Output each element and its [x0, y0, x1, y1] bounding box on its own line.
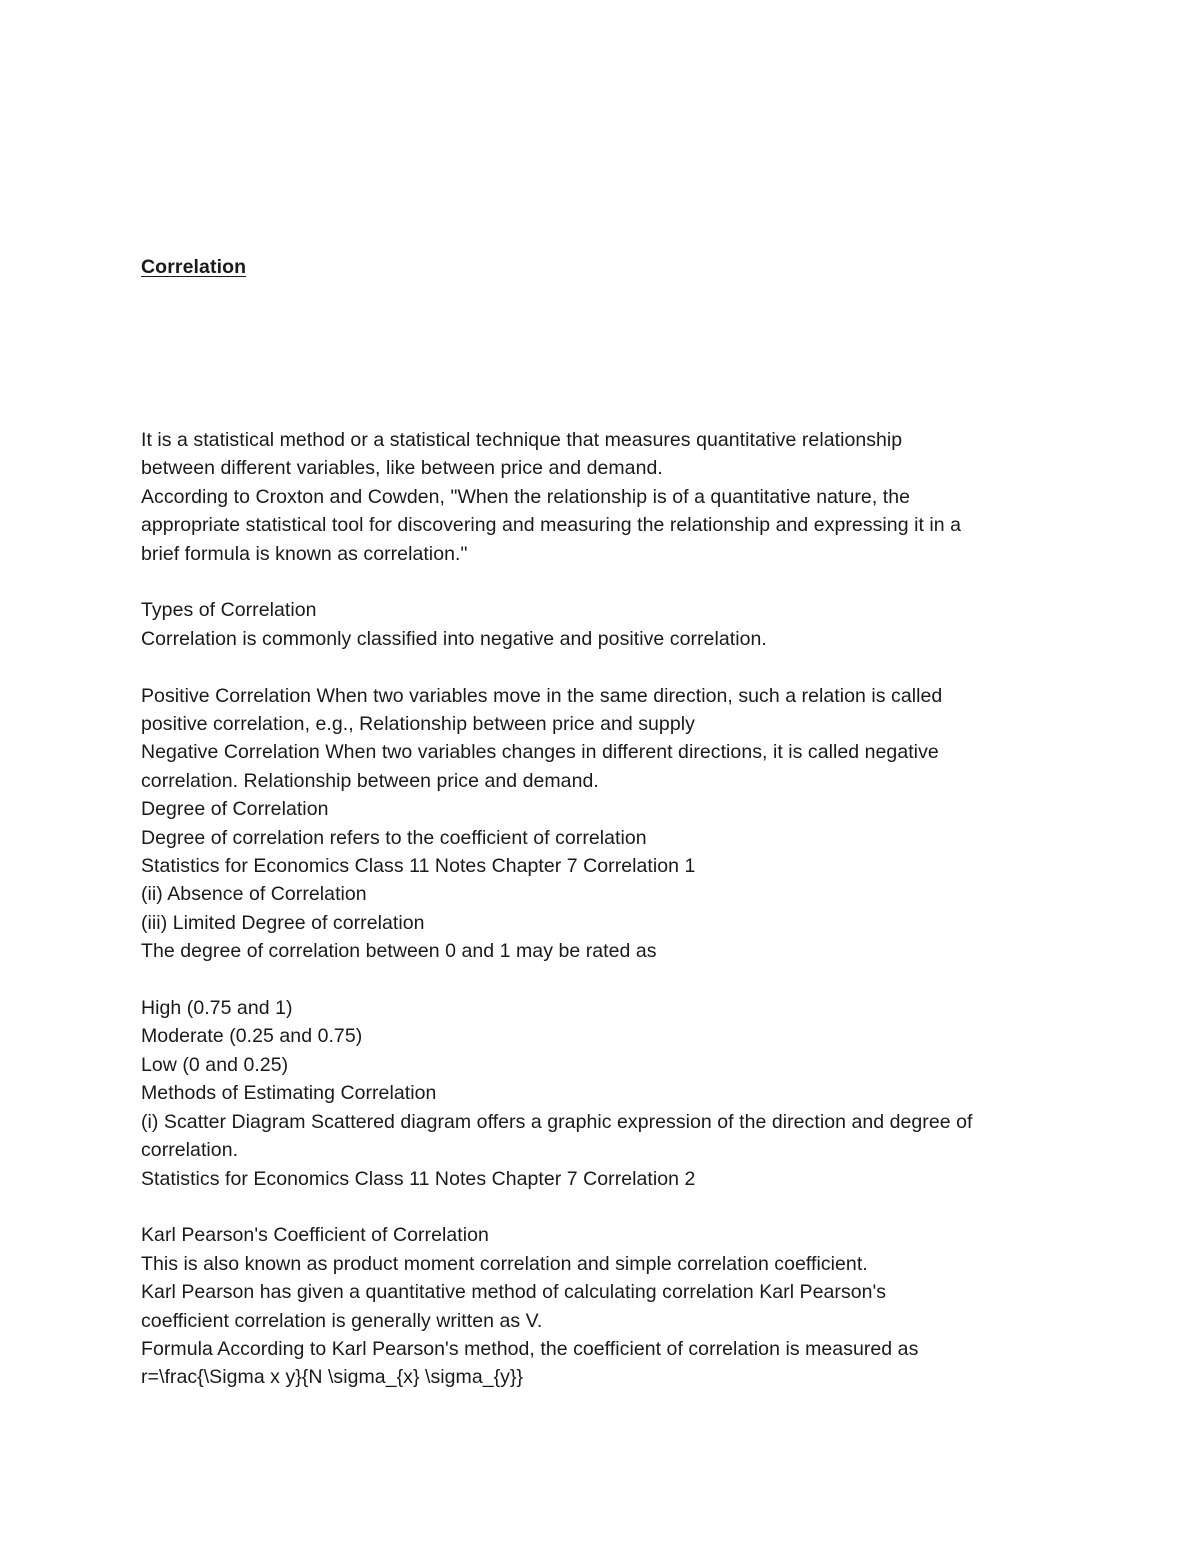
body-line: brief formula is known as correlation."	[141, 542, 468, 565]
blank-line	[141, 966, 1071, 994]
body-line: appropriate statistical tool for discovering and measuring the relationship and expressing it in a	[141, 514, 962, 537]
body-line: Low (0 and 0.25)	[141, 1053, 289, 1076]
body-line: According to Croxton and Cowden, "When the relationship is of a quantitative nature, the	[141, 485, 911, 508]
blank-line	[141, 568, 1071, 596]
body-line: positive correlation, e.g., Relationship between price and supply	[141, 713, 695, 736]
body-line: correlation. Relationship between price and demand.	[141, 769, 599, 792]
body-line: Statistics for Economics Class 11 Notes Chapter 7 Correlation 1	[141, 855, 696, 878]
body-line: Moderate (0.25 and 0.75)	[141, 1025, 363, 1048]
blank-line	[141, 653, 1071, 681]
blank-line	[141, 1193, 1071, 1221]
body-line: Positive Correlation When two variables move in the same direction, such a relation is called	[141, 684, 943, 707]
section-heading: Degree of Correlation	[141, 798, 329, 821]
body-line: Statistics for Economics Class 11 Notes Chapter 7 Correlation 2	[141, 1167, 696, 1190]
body-line: correlation.	[141, 1139, 239, 1162]
body-line: Negative Correlation When two variables changes in different directions, it is called negative	[141, 741, 939, 764]
section-heading: Methods of Estimating Correlation	[141, 1082, 437, 1105]
body-line: (iii) Limited Degree of correlation	[141, 911, 425, 934]
section-heading: Karl Pearson's Coefficient of Correlation	[141, 1224, 489, 1247]
body-line: High (0.75 and 1)	[141, 997, 293, 1020]
document-body	[141, 426, 1071, 1392]
body-line: coefficient correlation is generally written as V.	[141, 1309, 543, 1332]
section-heading: Types of Correlation	[141, 599, 317, 622]
body-line: (i) Scatter Diagram Scattered diagram offers a graphic expression of the direction and degree of	[141, 1110, 973, 1133]
document-title: Correlation	[141, 256, 247, 278]
body-line: (ii) Absence of Correlation	[141, 883, 367, 906]
body-line: between different variables, like between price and demand.	[141, 457, 663, 480]
formula-line: r=\frac{\Sigma x y}{N \sigma_{x} \sigma_{y}}	[141, 1366, 524, 1389]
body-line: It is a statistical method or a statistical technique that measures quantitative relationship	[141, 429, 903, 451]
body-line: Correlation is commonly classified into negative and positive correlation.	[141, 627, 767, 650]
body-line: This is also known as product moment correlation and simple correlation coefficient.	[141, 1252, 868, 1275]
body-line: Karl Pearson has given a quantitative method of calculating correlation Karl Pearson's	[141, 1281, 887, 1304]
body-line: Degree of correlation refers to the coefficient of correlation	[141, 826, 647, 849]
body-line: Formula According to Karl Pearson's method, the coefficient of correlation is measured as	[141, 1337, 919, 1360]
body-line: The degree of correlation between 0 and 1 may be rated as	[141, 940, 657, 963]
